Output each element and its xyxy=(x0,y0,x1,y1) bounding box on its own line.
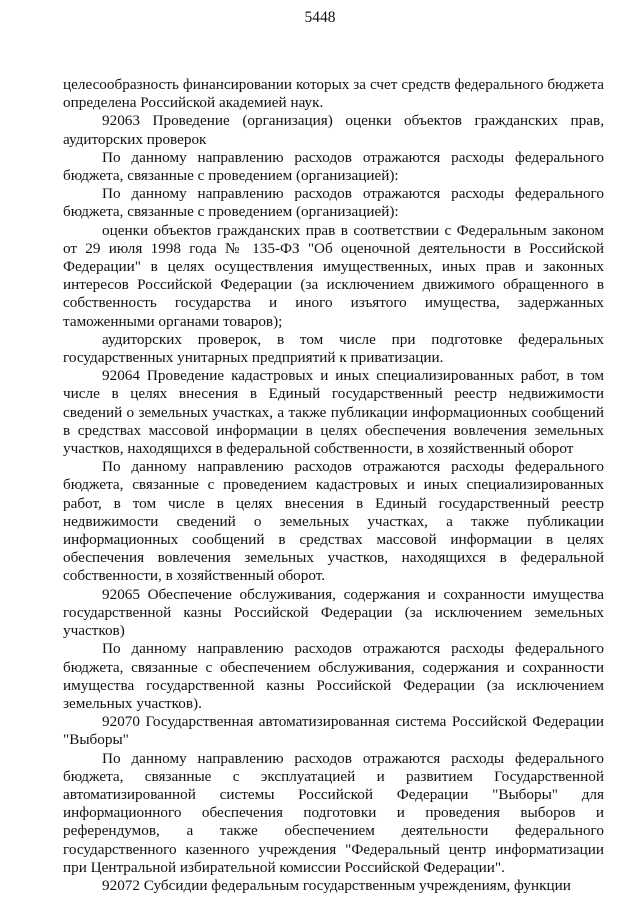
paragraph: 92063 Проведение (организация) оценки объектов гражданских прав, аудиторских проверок xyxy=(63,112,604,148)
paragraph: 92072 Субсидии федеральным государственным учреждениям, функции xyxy=(102,876,571,894)
paragraph: По данному направлению расходов отражаются расходы федерального бюджета, связанные с эксплуатацией и развитием Государственной автоматизированной системы Российской Федерации "Выборы" для информационного обеспечения подготовки и проведения выборов и референдумов, а также обеспечением деятельности федерального государственного казенного учреждения "Федеральный центр информатизации при Центральной избирательной комиссии Российской Федерации". xyxy=(63,749,604,876)
paragraph: По данному направлению расходов отражаются расходы федерального бюджета, связанные с обеспечением обслуживания, содержания и сохранности имущества государственной казны Российской Федерации (за исключением земельных участков). xyxy=(63,640,604,712)
paragraph: оценки объектов гражданских прав в соответствии с Федеральным законом от 29 июля 1998 года № 135-ФЗ "Об оценочной деятельности в Российской Федерации" в целях осуществления имущественных, иных прав и законных интересов Российской Федерации (за исключением движимого обращенного в собственность государства и иного изъятого имущества, задержанных таможенными органами товаров); xyxy=(63,221,604,330)
paragraph: По данному направлению расходов отражаются расходы федерального бюджета, связанные с проведением (организацией): xyxy=(63,148,604,185)
paragraph: 92065 Обеспечение обслуживания, содержания и сохранности имущества государственной казны Российской Федерации (за исключением земельных участков) xyxy=(63,585,604,640)
paragraph: 92070 Государственная автоматизированная система Российской Федерации "Выборы" xyxy=(63,713,604,749)
document-body xyxy=(63,76,604,895)
page-number: 5448 xyxy=(304,9,336,26)
paragraph: 92064 Проведение кадастровых и иных специализированных работ, в том числе в целях внесения в Единый государственный реестр недвижимости сведений о земельных участках, а также публикации информационных сообщений в средствах массовой информации в целях обеспечения вовлечения земельных участков, находящихся в федеральной собственности, в хозяйственный оборот xyxy=(63,367,604,458)
paragraph: аудиторских проверок, в том числе при подготовке федеральных государственных унитарных предприятий к приватизации. xyxy=(63,330,604,367)
paragraph: По данному направлению расходов отражаются расходы федерального бюджета, связанные с проведением (организацией): xyxy=(63,185,604,221)
paragraph: По данному направлению расходов отражаются расходы федерального бюджета, связанные с проведением кадастровых и иных специализированных работ, в том числе в целях внесения в Единый государственный реестр недвижимости сведений о земельных участках, а также публикации информационных сообщений в средствах массовой информации в целях обеспечения вовлечения земельных участков, находящихся в федеральной собственности, в хозяйственный оборот. xyxy=(63,458,604,585)
paragraph: целесообразность финансировании которых за счет средств федерального бюджета определена Российской академией наук. xyxy=(63,76,604,112)
